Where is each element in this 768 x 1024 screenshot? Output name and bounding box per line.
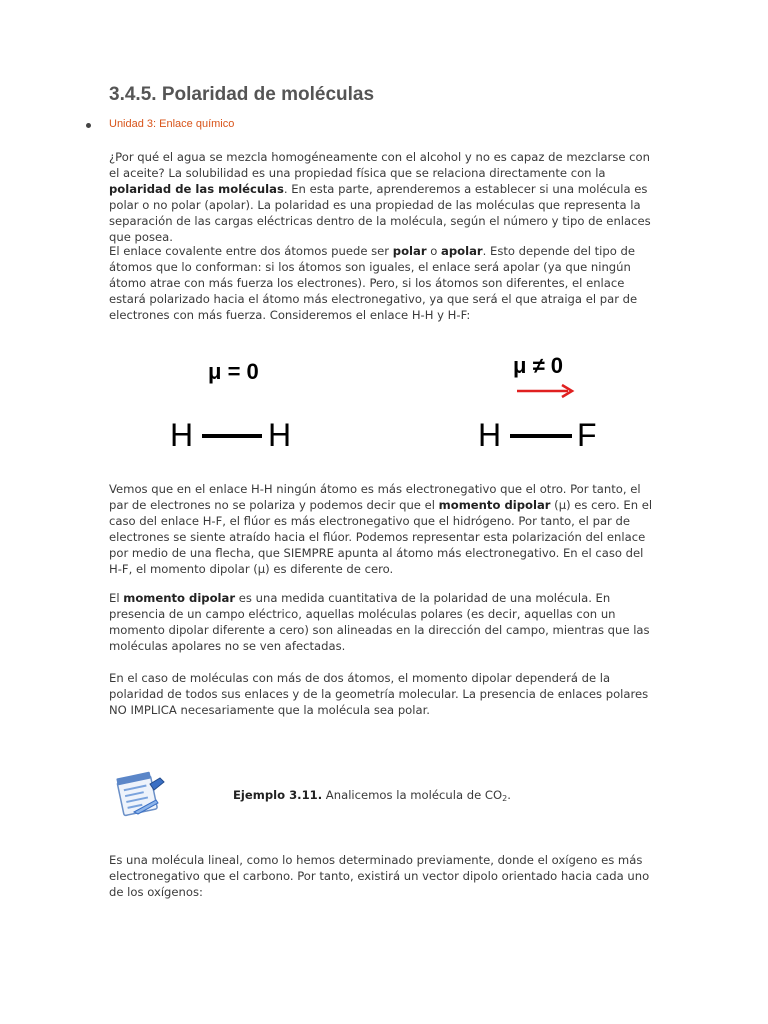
hh-text-cont: (μ) es cero. En el caso del enlace H-F, el flúor es más electronegativo que el hidrógeno. Por tanto, el par de electrones se siente atraído hacia el flúor. Podemos representar esta polarización del enlace por medio de una flecha, que SIEMPRE apunta al átomo más electronegativo. En el caso del H-F, el momento dipolar (μ) es diferente de cero.: [109, 498, 653, 576]
unit-link[interactable]: Unidad 3: Enlace químico: [109, 118, 235, 130]
co2-paragraph: Es una molécula lineal, como lo hemos determinado previamente, donde el oxígeno es más electronegativo que el carbono. Por tanto, existirá un vector dipolo orientado hacia cada uno de los oxígenos:: [109, 853, 650, 899]
left-atom-a: H: [170, 417, 194, 453]
example-label: Ejemplo 3.11.: [233, 788, 323, 802]
example-end: .: [507, 788, 511, 802]
example-heading: [233, 787, 511, 805]
covalent-text-o: o: [426, 244, 442, 258]
dipole-term: momento dipolar: [123, 591, 236, 605]
intro-text: ¿Por qué el agua se mezcla homogéneamente con el alcohol y no es capaz de mezclarse con el aceite? La solubilidad es una propiedad física que se relaciona directamente con la: [109, 150, 650, 180]
bond-figure: [160, 342, 620, 467]
dipole-text: El: [109, 591, 124, 605]
covalent-text: El enlace covalente entre dos átomos puede ser: [109, 244, 393, 258]
covalent-text-cont: . Esto depende del tipo de átomos que lo conforman: si los átomos son iguales, el enlace será apolar (ya que ningún átomo atrae con más fuerza los electrones). Pero, si los átomos son diferentes, el enlace estará polarizado hacia el átomo más electronegativo, ya que será el que atraiga el par de electrones con más fuerza. Consideremos el enlace H-H y H-F:: [109, 244, 638, 322]
right-atom-a: H: [478, 417, 502, 453]
intro-bold-term: polaridad de las moléculas: [109, 182, 284, 196]
example-text: Analicemos la molécula de CO: [322, 788, 503, 802]
polar-term: polar: [392, 244, 427, 258]
hh-paragraph: [109, 481, 658, 577]
hh-text: Vemos que en el enlace H-H ningún átomo es más electronegativo que el otro. Por tanto, el par de electrones no se polariza y podemos decir que el: [109, 482, 641, 512]
example-subscript: 2: [502, 794, 508, 803]
left-mu-label: μ = 0: [208, 359, 259, 384]
dipole-moment-term: momento dipolar: [438, 498, 551, 512]
dipole-text-cont: es una medida cuantitativa de la polaridad de una molécula. En presencia de un campo eléctrico, aquellas moléculas polares (es decir, aquellas con un momento dipolar diferente a cero) son alineadas en la dirección del campo, mientras que las moléculas apolares no se ven afectadas.: [109, 591, 650, 653]
intro-text-cont: . En esta parte, aprenderemos a establecer si una molécula es polar o no polar (apolar). La polaridad es una propiedad de las moléculas que representa la separación de las cargas eléctricas dentro de la molécula, según el número y tipo de enlaces que posea.: [109, 182, 651, 244]
page-title: 3.4.5. Polaridad de moléculas: [109, 84, 375, 105]
notepad-icon: [114, 770, 166, 818]
multi-atom-paragraph: En el caso de moléculas con más de dos átomos, el momento dipolar dependerá de la polaridad de todos sus enlaces y de la geometría molecular. La presencia de enlaces polares NO IMPLICA necesariamente que la molécula sea polar.: [109, 671, 649, 717]
right-atom-b: F: [577, 417, 597, 453]
intro-paragraph: [109, 149, 658, 245]
left-atom-b: H: [268, 417, 292, 453]
apolar-term: apolar: [441, 244, 483, 258]
bullet-icon: [86, 123, 91, 128]
covalent-paragraph: [109, 243, 658, 323]
right-mu-label: μ ≠ 0: [513, 353, 563, 378]
dipole-paragraph: [109, 590, 658, 654]
